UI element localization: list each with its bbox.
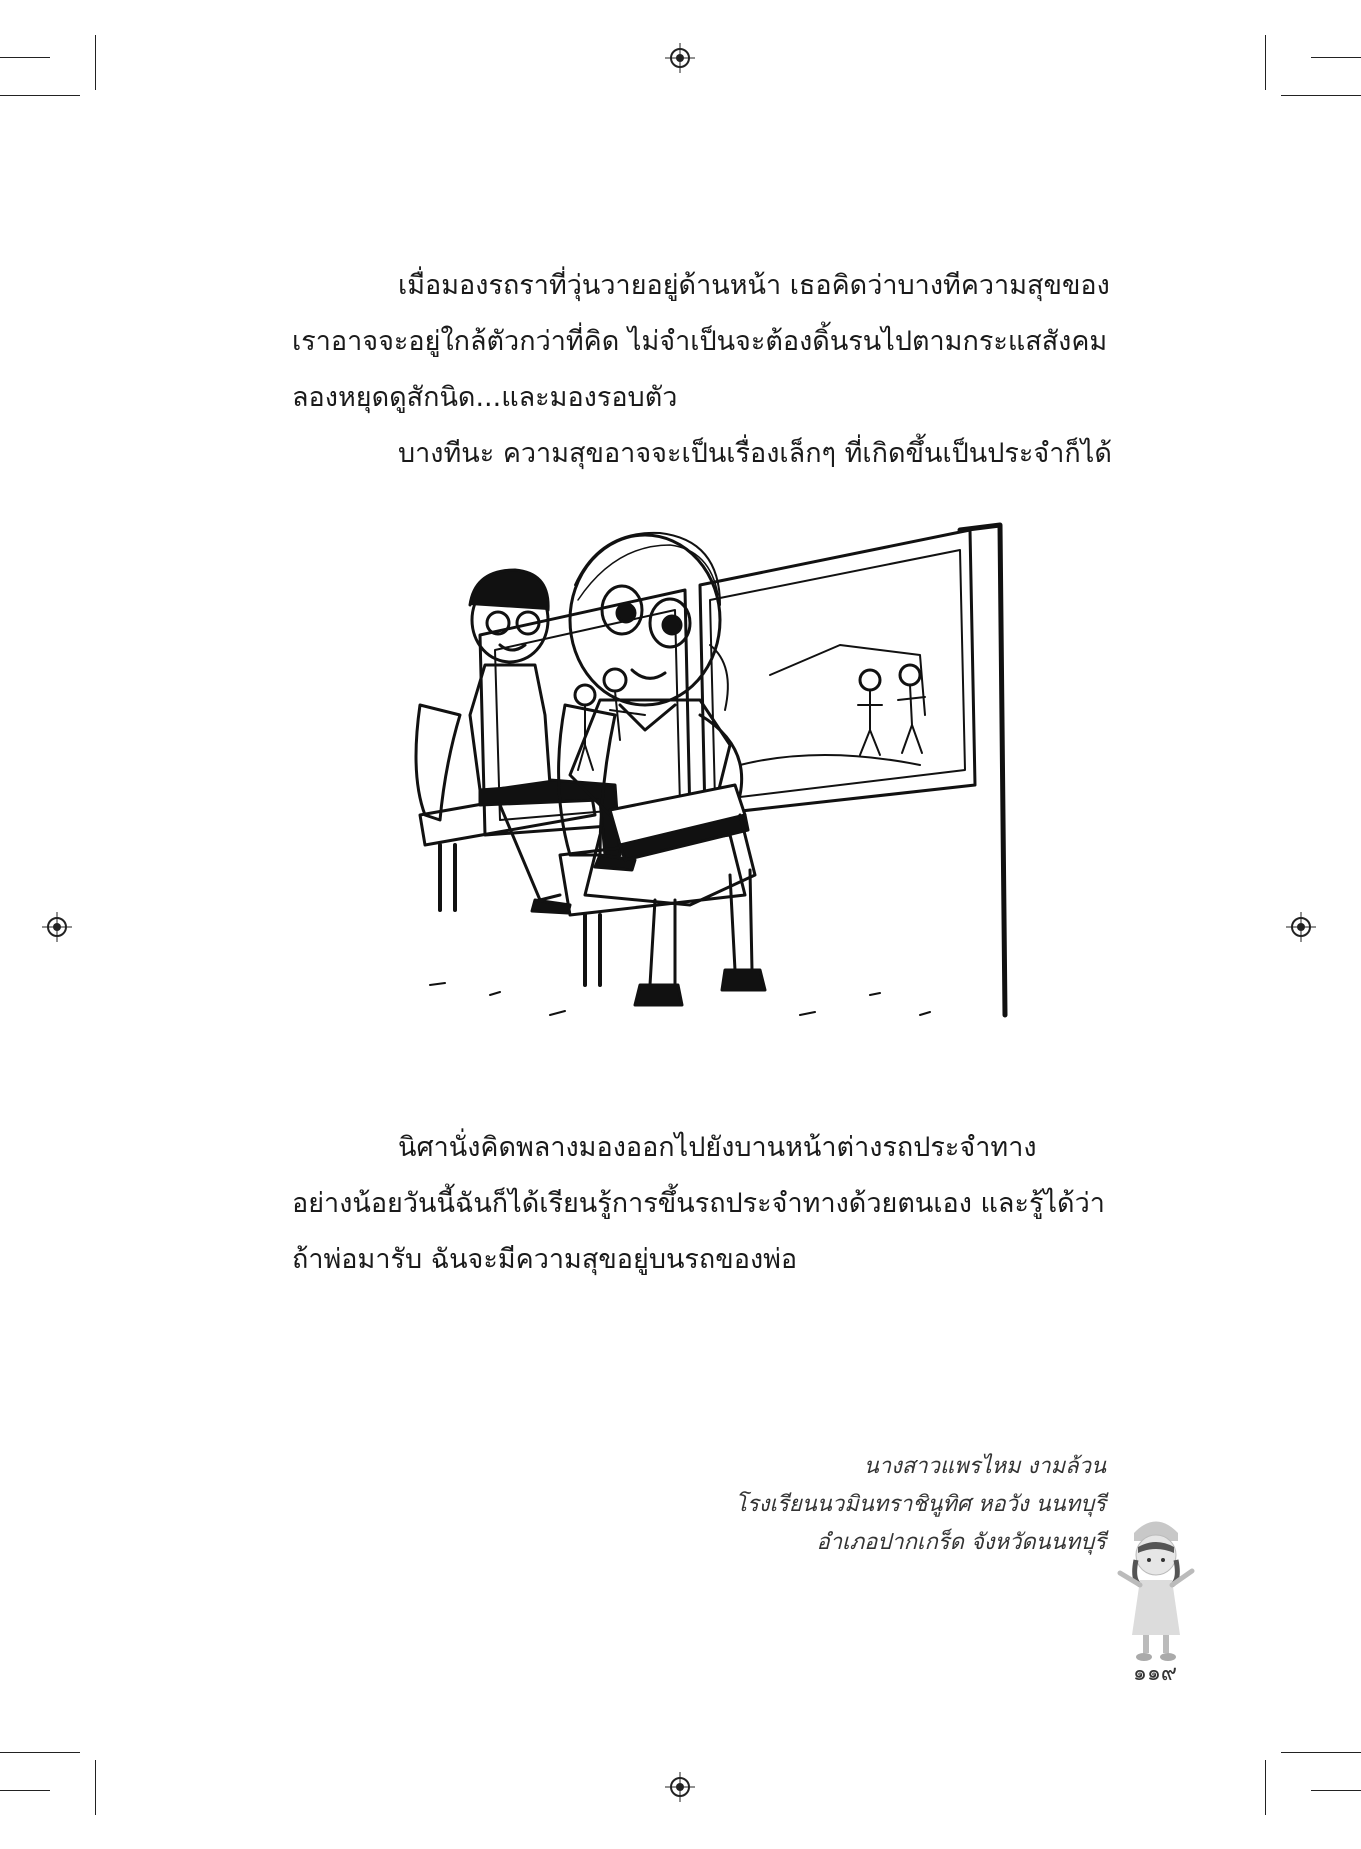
crop-mark-tl-v [95, 35, 96, 90]
crop-mark-bl-v [95, 1760, 96, 1815]
author-district: อำเภอปากเกร็ด จังหวัดนนทบุรี [816, 1530, 1106, 1555]
registration-mark-right [1286, 912, 1316, 942]
crop-mark-br-h2 [1311, 1790, 1361, 1791]
bus-scene-illustration [400, 515, 1020, 1070]
author-credit [735, 1448, 1106, 1562]
girl-mascot-icon [1116, 1505, 1196, 1665]
paragraph-2-line-3: ถ้าพ่อมารับ ฉันจะมีความสุขอยู่บนรถของพ่อ [292, 1244, 798, 1275]
paragraph-1-line-3: ลองหยุดดูสักนิด...และมองรอบตัว [292, 382, 678, 413]
paragraph-1-line-1: เมื่อมองรถราที่วุ่นวายอยู่ด้านหน้า เธอคิดว่าบางทีความสุขของ [398, 270, 1110, 301]
crop-mark-bl-h [0, 1752, 80, 1753]
author-school: โรงเรียนนวมินทราชินูทิศ หอวัง นนทบุรี [735, 1492, 1106, 1517]
crop-mark-tr-v [1265, 35, 1266, 90]
registration-mark-top [665, 43, 695, 73]
crop-mark-tr-h [1311, 57, 1361, 58]
crop-mark-tl-h2 [0, 95, 80, 96]
paragraph-1-line-4: บางทีนะ ความสุขอาจจะเป็นเรื่องเล็กๆ ที่เกิดขึ้นเป็นประจำก็ได้ [398, 438, 1112, 469]
crop-mark-tl-h [0, 57, 50, 58]
page-number: ๑๑๙ [1133, 1661, 1178, 1686]
registration-mark-bottom [665, 1772, 695, 1802]
paragraph-2 [292, 1120, 1106, 1288]
crop-mark-br-v [1265, 1760, 1266, 1815]
crop-mark-tr-h2 [1281, 95, 1361, 96]
paragraph-2-line-1: นิศานั่งคิดพลางมองออกไปยังบานหน้าต่างรถประจำทาง [398, 1132, 1037, 1163]
crop-mark-bl-h2 [0, 1790, 50, 1791]
registration-mark-left [42, 912, 72, 942]
author-name: นางสาวแพรไหม งามล้วน [863, 1454, 1106, 1479]
paragraph-2-line-2: อย่างน้อยวันนี้ฉันก็ได้เรียนรู้การขึ้นรถประจำทางด้วยตนเอง และรู้ได้ว่า [292, 1188, 1105, 1219]
paragraph-1-line-2: เราอาจจะอยู่ใกล้ตัวกว่าที่คิด ไม่จำเป็นจะต้องดิ้นรนไปตามกระแสสังคม [292, 326, 1108, 357]
crop-mark-br-h [1281, 1752, 1361, 1753]
paragraph-1 [292, 258, 1112, 482]
